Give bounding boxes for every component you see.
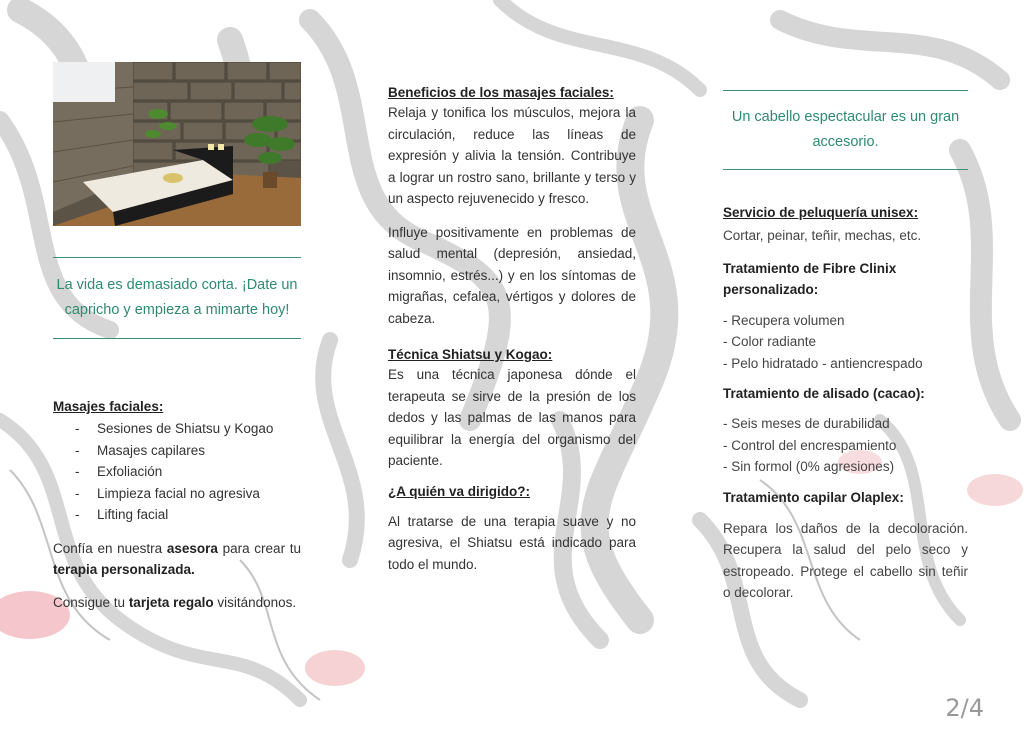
left-content	[53, 399, 301, 613]
divider	[723, 169, 968, 170]
facial-massage-list	[53, 418, 301, 526]
divider	[53, 338, 301, 339]
benefits-paragraph-1: Relaja y tonifica los músculos, mejora la circulación, reduce las líneas de expresión y alivia la tensión. Contribuye a lograr un rostro sano, brillante y terso y un aspecto rejuvenecido y fresco.	[388, 105, 636, 206]
list-item: - Sesiones de Shiatsu y Kogao	[75, 418, 301, 440]
alisado-list	[723, 413, 968, 478]
middle-content	[388, 85, 636, 575]
who-title: ¿A quién va dirigido?:	[388, 483, 530, 499]
list-item: - Seis meses de durabilidad	[723, 416, 890, 431]
fibre-title: Tratamiento de Fibre Clinix personalizado:	[723, 260, 897, 297]
trust-paragraph: Confía en nuestra asesora para crear tu terapia personalizada.	[53, 540, 301, 577]
fibre-list	[723, 310, 968, 375]
facial-massage-title: Masajes faciales:	[53, 399, 164, 414]
left-quote: La vida es demasiado corta. ¡Date un capricho y empieza a mimarte hoy!	[56, 277, 298, 318]
list-item: - Lifting facial	[75, 504, 301, 526]
service-text: Cortar, peinar, teñir, mechas, etc.	[723, 228, 922, 243]
list-item: - Color radiante	[723, 334, 817, 349]
list-item: - Exfoliación	[75, 461, 301, 483]
benefits-paragraph-2: Influye positivamente en problemas de salud mental (depresión, ansiedad, insomnio, estrés...) y en los síntomas de migrañas, cefalea, vértigos y dolores de cabeza.	[388, 224, 636, 326]
right-quote-block	[723, 90, 968, 170]
list-item: - Sin formol (0% agresiones)	[723, 459, 895, 474]
alisado-title: Tratamiento de alisado (cacao):	[723, 386, 925, 401]
shiatsu-paragraph: Es una técnica japonesa dónde el terapeuta se sirve de la presión de los dedos y las palmas de las manos para equilibrar la energía del organismo del paciente.	[388, 367, 636, 468]
olaplex-paragraph: Repara los daños de la decoloración. Recupera la salud del pelo seco y estropeado. Protege el cabello sin teñir o decolorar.	[723, 520, 968, 600]
olaplex-title: Tratamiento capilar Olaplex:	[723, 489, 904, 505]
list-item: - Limpieza facial no agresiva	[75, 483, 301, 505]
list-item: - Recupera volumen	[723, 312, 845, 328]
list-item: - Masajes capilares	[75, 440, 301, 462]
service-title: Servicio de peluquería unisex:	[723, 205, 919, 220]
massage-room-photo	[53, 62, 301, 226]
who-paragraph: Al tratarse de una terapia suave y no agresiva, el Shiatsu está indicado para todo el mundo.	[388, 513, 636, 572]
gift-card-paragraph: Consigue tu tarjeta regalo visitándonos.	[53, 594, 297, 610]
benefits-title: Beneficios de los masajes faciales:	[388, 85, 614, 100]
shiatsu-title: Técnica Shiatsu y Kogao:	[388, 347, 553, 362]
right-content	[723, 205, 968, 604]
list-item: - Pelo hidratado - antiencrespado	[723, 355, 923, 371]
right-quote: Un cabello espectacular es un gran accesorio.	[731, 109, 960, 150]
page-number: 2/4	[945, 694, 984, 722]
list-item: - Control del encrespamiento	[723, 437, 897, 453]
left-quote-block	[53, 257, 301, 339]
